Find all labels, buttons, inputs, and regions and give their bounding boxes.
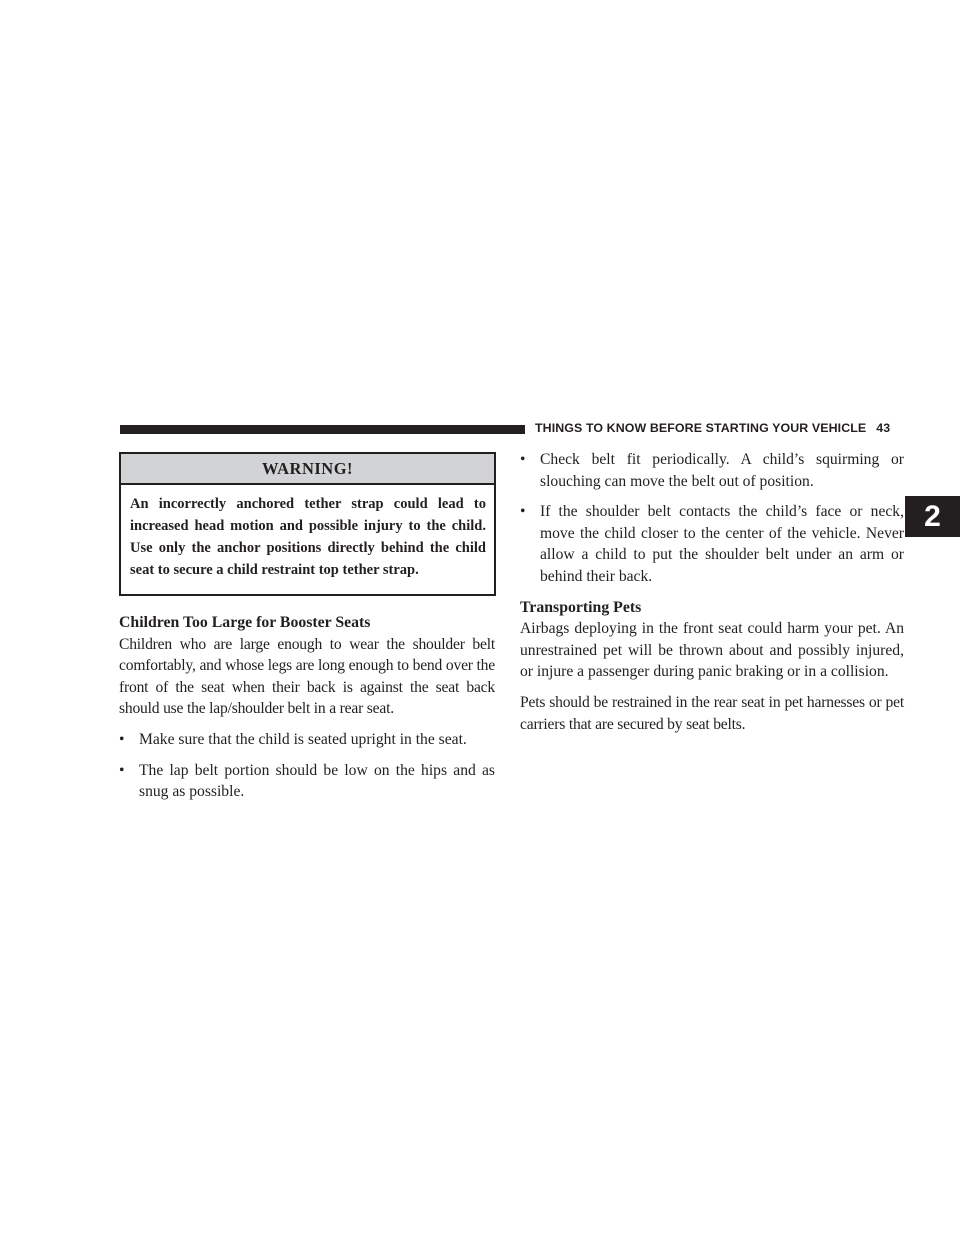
section-heading-pets: Transporting Pets: [520, 598, 642, 616]
bullet-icon: •: [520, 503, 526, 521]
paragraph-booster: Children who are large enough to wear the shoulder belt comfortably, and whose legs are long enough to bend over the front of the seat when their back is against the seat back should use the lap/shoulder belt in a rear seat.: [119, 635, 495, 718]
warning-body: An incorrectly anchored tether strap could lead to increased head motion and possible injury to the child. Use only the anchor positions directly behind the child seat to secure a child restraint top tether strap.: [130, 496, 486, 578]
warning-title: WARNING!: [121, 454, 494, 485]
right-column: [520, 449, 904, 735]
paragraph-pets-1: Airbags deploying in the front seat could harm your pet. An unrestrained pet will be thrown about and possibly injured, or injure a passenger during panic braking or in a collision.: [520, 620, 904, 681]
list-item-text: Make sure that the child is seated upright in the seat.: [139, 730, 467, 748]
list-item-text: If the shoulder belt contacts the child’s face or neck, move the child closer to the center of the vehicle. Never allow a child to put the shoulder belt under an arm or behind their back.: [540, 503, 904, 585]
page-number: 43: [876, 421, 891, 435]
bullet-icon: •: [119, 730, 125, 748]
section-heading-booster: Children Too Large for Booster Seats: [119, 614, 371, 631]
chapter-tab: 2: [905, 496, 960, 537]
paragraph-pets-2: Pets should be restrained in the rear seat in pet harnesses or pet carriers that are secured by seat belts.: [520, 693, 904, 733]
list-item: [520, 501, 904, 587]
list-item: [119, 760, 495, 803]
left-column: [119, 612, 495, 803]
bullet-icon: •: [119, 761, 125, 779]
header-title: THINGS TO KNOW BEFORE STARTING YOUR VEHICLE: [535, 421, 867, 435]
list-item: [520, 449, 904, 492]
list-item-text: The lap belt portion should be low on the hips and as snug as possible.: [139, 761, 495, 801]
list-item: [119, 729, 495, 751]
running-header: [535, 421, 905, 435]
warning-box: [119, 452, 496, 596]
header-rule: [120, 425, 525, 434]
list-item-text: Check belt fit periodically. A child’s squirming or slouching can move the belt out of position.: [540, 451, 904, 490]
bullet-icon: •: [520, 451, 526, 468]
